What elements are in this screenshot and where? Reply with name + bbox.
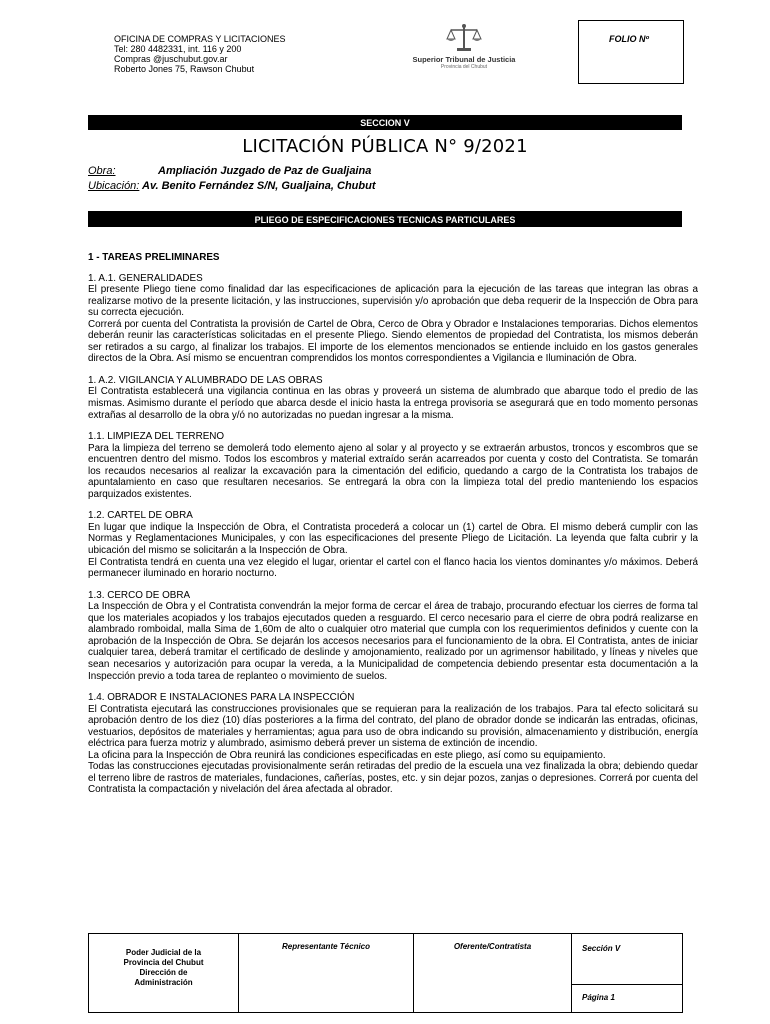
office-line: Roberto Jones 75, Rawson Chubut [114,64,255,74]
paragraph: El presente Pliego tiene como finalidad dar las especificaciones de aplicación para la ejecución de las tareas que integran las obras a realizarse motivo de la presente licitación, y las instrucciones, supervisión y/o aprobación que deba requerir de la Inspección de Obra para su correcta ejecución. [88,284,698,319]
oferente-cell: Oferente/Contratista [414,934,572,1013]
paragraph: En lugar que indique la Inspección de Obra, el Contratista procederá a colocar un (1) cartel de Obra. El mismo deberá cumplir con las Normas y Reglamentaciones Municipales, y con las especificaciones del presente Pliego de Licitación. La leyenda que falta cubrir y la ubicación del mismo se solicitarán a la Inspección de Obra. [88,521,698,557]
subsection-heading: 1.1. LIMPIEZA DEL TERRENO [88,431,225,443]
section-bar: SECCION V [88,115,682,130]
paragraph: El Contratista establecerá una vigilancia continua en las obras y proveerá un sistema de alumbrado que abarque todo el predio de las mismas. Asimismo durante el período que abarca desde el inicio hasta la entrega provisoria se asegurará que en todo momento personas extrañas al desarrollo de la obra y/ó no autorizadas no puedan ingresar a la misma. [88,386,698,421]
subsection-heading: 1.4. OBRADOR E INSTALACIONES PARA LA INSPECCIÓN [88,692,355,704]
representante-cell: Representante Técnico [239,934,414,1013]
pagina-cell: Página 1 [572,985,683,1013]
paragraph: Para la limpieza del terreno se demolerá todo elemento ajeno al solar y al proyecto y se extraerán arbustos, troncos y escombros que se encuentren dentro del mismo. Todos los escombros y material extraído serán acarreados por cuenta y costo del Contratista. Se tomarán los recaudos necesarios al realizar la excavación para la cimentación del edificio, quedando a cargo de la Contratista los trabajos de apuntalamiento en caso que resultaren necesarios. Se entregará la obra con la limpieza total del predio manteniendo los espacios parquizados existentes. [88,442,698,500]
paragraph: El Contratista ejecutará las construcciones provisionales que se requieran para la realización de los trabajos. Para tal efecto solicitará su aprobación dentro de los diez (10) días posteriores a la firma del contrato, del plano de obrador donde se indicarán las entradas, oficinas, vestuarios, depósitos de materiales y herramientas; agua para uso de obra indicando su provisión, almacenamiento y distribución, energía eléctrica para fuerza motriz y alumbrado, asimismo deberá prever un sistema de extinción de incendio. [88,703,698,750]
office-header [114,34,286,74]
seccion-cell: Sección V [572,934,683,985]
section-heading: 1 - TAREAS PRELIMINARES [88,252,220,263]
ubicacion-line [88,180,376,192]
office-line: OFICINA DE COMPRAS Y LICITACIONES [114,34,286,44]
folio-label: FOLIO Nº [609,34,649,44]
admin-line: Poder Judicial de la [125,948,202,957]
office-line: Compras @juschubut.gov.ar [114,54,228,64]
logo-subtitle: Provincia del Chubut [440,64,488,70]
paragraph: La oficina para la Inspección de Obra reunirá las condiciones especificadas en este pliego, así como su equipamiento. [88,749,606,761]
subsection-heading: 1. A.2. VIGILANCIA Y ALUMBRADO DE LAS OBRAS [88,374,323,386]
admin-line: Dirección de [139,968,188,977]
admin-line: Provincia del Chubut [123,958,204,967]
logo-name: Superior Tribunal de Justicia [412,55,516,64]
obra-label: Obra: [88,165,116,177]
office-line: Tel: 280 4482331, int. 116 y 200 [114,44,242,54]
subsection-heading: 1.3. CERCO DE OBRA [88,589,191,601]
obra-line [88,165,371,177]
court-logo [405,22,523,78]
signature-footer [88,933,682,1013]
justice-scale-icon [444,22,484,54]
subsection-heading: 1. A.1. GENERALIDADES [88,272,203,284]
subsection-heading: 1.2. CARTEL DE OBRA [88,510,193,522]
ubicacion-label: Ubicación: [88,180,140,192]
paragraph: El Contratista tendrá en cuenta una vez elegido el lugar, orientar el cartel con el flanco hacia los vientos dominantes y/o máximos. Deberá permanecer iluminado en horario nocturno. [88,556,698,580]
footer-admin-cell [89,934,239,1013]
admin-line: Administración [134,978,193,987]
obra-value: Ampliación Juzgado de Paz de Gualjaina [158,165,372,177]
pliego-bar: PLIEGO DE ESPECIFICACIONES TECNICAS PARTICULARES [88,211,682,227]
footer-table [88,933,683,1013]
paragraph: Correrá por cuenta del Contratista la provisión de Cartel de Obra, Cerco de Obra y Obrador e Instalaciones temporarias. Dichos elementos deberán reunir las características solicitadas en el presente Pliego. Siendo elementos de propiedad del Contratista, los mismos deberán ser retirados a su cargo, al finalizar los trabajos. El importe de los elementos mencionados se entiende incluido en los gastos generales directos de la Obra. Así mismo se encuentran comprendidos los montos correspondientes a Vigilancia e Iluminación de Obra. [88,318,698,365]
folio-box [578,20,684,84]
document-body [88,252,698,796]
ubicacion-value: Av. Benito Fernández S/N, Gualjaina, Chubut [142,180,376,192]
page-title: LICITACIÓN PÚBLICA N° 9/2021 [242,136,528,157]
paragraph: La Inspección de Obra y el Contratista convendrán la mejor forma de cercar el área de trabajo, procurando efectuar los cierres de forma tal que los materiales acopiados y los trabajos ejecutados queden a resguardo. El cerco necesario para el cierre de obra podrá realizarse en alambrado romboidal, malla Sima de 1,60m de alto o cualquier otro material que cumpla con los requerimientos definidos y cuente con la aprobación de la Inspección de Obra. Se dejarán los accesos necesarios para el funcionamiento de la obra. El Contratista, antes de iniciar cualquier tarea, deberá tramitar el certificado de deslinde y amojonamiento, realizado por un agrimensor habilitado, y líneas y niveles que sean necesarios y autorización para ocupar la vereda, a la Municipalidad de competencia debiendo presentar esta documentación a la Inspección previo a toda tarea de replanteo o movimiento de suelos. [88,601,698,682]
paragraph: Todas las construcciones ejecutadas provisionalmente serán retiradas del predio de la escuela una vez finalizada la obra; debiendo quedar el terreno libre de rastros de materiales, fundaciones, cañerías, postes, etc. y sin dejar pozos, zanjas o depresiones. Correrá por cuenta del Contratista la compactación y nivelación del área afectada al obrador. [88,761,698,796]
